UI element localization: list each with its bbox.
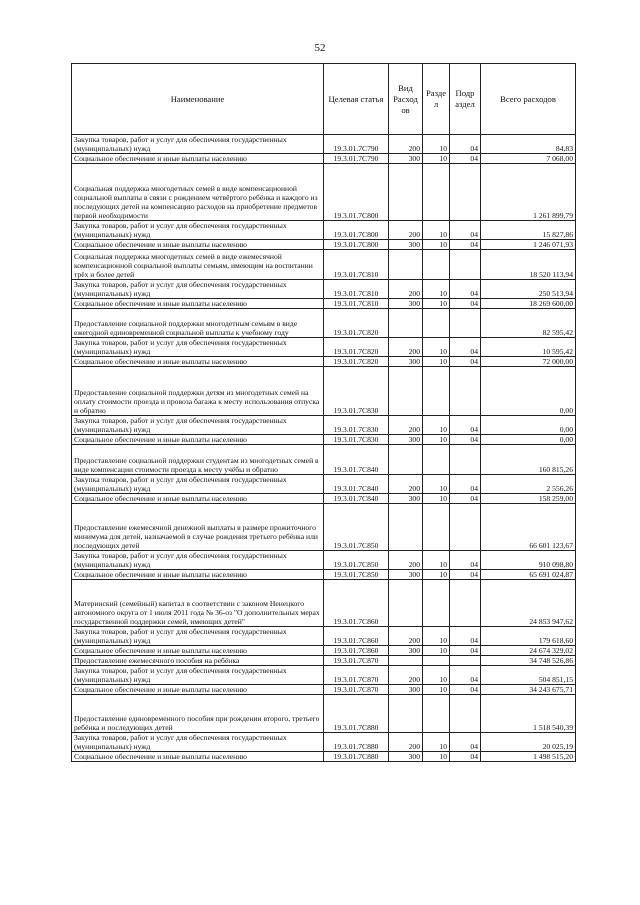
row-subsection: 04 [450, 685, 481, 695]
row-expense-type [389, 504, 423, 551]
row-section: 10 [423, 494, 450, 504]
table-row [72, 154, 576, 164]
row-total: 66 601 123,67 [481, 504, 576, 551]
row-expense-type: 300 [389, 570, 423, 580]
row-total: 24 674 329,02 [481, 646, 576, 656]
row-total: 34 243 675,71 [481, 685, 576, 695]
row-name: Социальное обеспечение и иные выплаты населению [72, 240, 324, 250]
row-name: Социальное обеспечение и иные выплаты населению [72, 570, 324, 580]
row-section: 10 [423, 733, 450, 752]
table-row [72, 627, 576, 646]
row-subsection [450, 695, 481, 733]
row-subsection: 04 [450, 135, 481, 154]
row-target-article: 19.3.01.7С810 [324, 280, 389, 299]
row-expense-type: 300 [389, 299, 423, 309]
row-name: Закупка товаров, работ и услуг для обеспечения государственных (муниципальных) нужд [72, 551, 324, 570]
row-target-article: 19.3.01.7С880 [324, 752, 389, 762]
row-target-article: 19.3.01.7С800 [324, 221, 389, 240]
table-row [72, 240, 576, 250]
row-name: Закупка товаров, работ и услуг для обеспечения государственных (муниципальных) нужд [72, 733, 324, 752]
row-name: Предоставление социальной поддержки студентам из многодетных семей в виде компенсации стоимости проезда к месту учёбы и обратно [72, 445, 324, 475]
table-row [72, 164, 576, 221]
row-name: Закупка товаров, работ и услуг для обеспечения государственных (муниципальных) нужд [72, 221, 324, 240]
row-total: 1 261 899,79 [481, 164, 576, 221]
table-row [72, 309, 576, 338]
row-expense-type: 300 [389, 435, 423, 445]
row-name: Закупка товаров, работ и услуг для обеспечения государственных (муниципальных) нужд [72, 416, 324, 435]
row-name: Социальное обеспечение и иные выплаты населению [72, 435, 324, 445]
row-section: 10 [423, 338, 450, 357]
row-section [423, 164, 450, 221]
row-subsection: 04 [450, 752, 481, 762]
table-row [72, 445, 576, 475]
row-target-article: 19.3.01.7С850 [324, 570, 389, 580]
row-target-article: 19.3.01.7С840 [324, 475, 389, 494]
table-row [72, 646, 576, 656]
row-subsection [450, 656, 481, 666]
row-expense-type [389, 445, 423, 475]
row-expense-type [389, 656, 423, 666]
row-target-article: 19.3.01.7С860 [324, 580, 389, 627]
row-section [423, 656, 450, 666]
row-section: 10 [423, 627, 450, 646]
row-name: Предоставление единовременного пособия при рождении второго, третьего ребёнка и последующих детей [72, 695, 324, 733]
row-name: Социальное обеспечение и иные выплаты населению [72, 357, 324, 367]
row-subsection: 04 [450, 357, 481, 367]
table-row [72, 135, 576, 154]
row-name: Предоставление социальной поддержки многодетным семьям в виде ежегодной единовременной социальной выплаты к учебному году [72, 309, 324, 338]
row-expense-type: 300 [389, 240, 423, 250]
row-subsection [450, 309, 481, 338]
row-expense-type: 200 [389, 221, 423, 240]
row-total: 15 827,86 [481, 221, 576, 240]
row-expense-type [389, 164, 423, 221]
table-row [72, 504, 576, 551]
row-target-article: 19.3.01.7С850 [324, 504, 389, 551]
table-row [72, 570, 576, 580]
row-total: 18 520 113,94 [481, 250, 576, 280]
row-target-article: 19.3.01.7С800 [324, 240, 389, 250]
row-expense-type: 200 [389, 475, 423, 494]
row-subsection: 04 [450, 570, 481, 580]
row-target-article: 19.3.01.7С870 [324, 666, 389, 685]
row-expense-type: 200 [389, 627, 423, 646]
row-section: 10 [423, 685, 450, 695]
row-total: 20 025,19 [481, 733, 576, 752]
table-row [72, 685, 576, 695]
row-section: 10 [423, 666, 450, 685]
row-section: 10 [423, 135, 450, 154]
row-total: 158 259,00 [481, 494, 576, 504]
row-expense-type: 300 [389, 357, 423, 367]
row-expense-type: 200 [389, 733, 423, 752]
header-subsection: Подр аздел [450, 64, 481, 135]
row-expense-type: 300 [389, 154, 423, 164]
header-expense-type: Вид Расход ов [389, 64, 423, 135]
row-target-article: 19.3.01.7С800 [324, 164, 389, 221]
row-section [423, 250, 450, 280]
row-target-article: 19.3.01.7С860 [324, 646, 389, 656]
row-total: 179 618,60 [481, 627, 576, 646]
row-section: 10 [423, 154, 450, 164]
header-section: Разде л [423, 64, 450, 135]
row-section: 10 [423, 475, 450, 494]
row-total: 504 851,15 [481, 666, 576, 685]
row-section: 10 [423, 416, 450, 435]
row-section: 10 [423, 240, 450, 250]
page-number: 52 [314, 42, 326, 54]
row-target-article: 19.3.01.7С860 [324, 627, 389, 646]
row-target-article: 19.3.01.7С830 [324, 416, 389, 435]
row-subsection [450, 250, 481, 280]
table-row [72, 656, 576, 666]
row-target-article: 19.3.01.7С810 [324, 299, 389, 309]
row-name: Закупка товаров, работ и услуг для обеспечения государственных (муниципальных) нужд [72, 135, 324, 154]
table-row [72, 435, 576, 445]
row-name: Социальное обеспечение и иные выплаты населению [72, 752, 324, 762]
row-section [423, 504, 450, 551]
row-total: 1 518 540,39 [481, 695, 576, 733]
row-total: 910 098,80 [481, 551, 576, 570]
row-total: 72 000,00 [481, 357, 576, 367]
row-expense-type: 300 [389, 646, 423, 656]
row-expense-type: 200 [389, 551, 423, 570]
row-name: Закупка товаров, работ и услуг для обеспечения государственных (муниципальных) нужд [72, 627, 324, 646]
row-name: Предоставление ежемесячной денежной выплаты в размере прожиточного минимума для детей, назначаемой в случае рождения третьего ребёнка или последующих детей [72, 504, 324, 551]
row-total: 1 246 071,93 [481, 240, 576, 250]
row-name: Социальное обеспечение и иные выплаты населению [72, 494, 324, 504]
row-section [423, 580, 450, 627]
row-expense-type: 300 [389, 685, 423, 695]
row-expense-type: 200 [389, 416, 423, 435]
row-target-article: 19.3.01.7С820 [324, 338, 389, 357]
row-name: Социальная поддержка многодетных семей в виде компенсационной социальной выплаты в связи с рождением четвёртого ребёнка и каждого из последующих детей на компенсацию расходов на приобретение предметов первой необходимости [72, 164, 324, 221]
row-total: 34 748 526,86 [481, 656, 576, 666]
row-target-article: 19.3.01.7С840 [324, 494, 389, 504]
row-expense-type: 200 [389, 280, 423, 299]
row-subsection: 04 [450, 221, 481, 240]
table-row [72, 666, 576, 685]
table-row [72, 475, 576, 494]
row-section: 10 [423, 299, 450, 309]
table-row [72, 494, 576, 504]
budget-table [71, 63, 576, 762]
row-subsection: 04 [450, 666, 481, 685]
row-total: 0,00 [481, 435, 576, 445]
row-section [423, 445, 450, 475]
row-subsection: 04 [450, 299, 481, 309]
row-subsection: 04 [450, 280, 481, 299]
table-row [72, 250, 576, 280]
row-expense-type: 200 [389, 135, 423, 154]
row-name: Социальная поддержка многодетных семей в виде ежемесячной компенсационной социальной выплаты семьям, имеющим на воспитании трёх и более детей [72, 250, 324, 280]
row-total: 7 068,00 [481, 154, 576, 164]
row-section [423, 695, 450, 733]
row-section: 10 [423, 435, 450, 445]
row-target-article: 19.3.01.7С870 [324, 656, 389, 666]
header-name: Наименование [72, 64, 324, 135]
row-subsection: 04 [450, 435, 481, 445]
table-row [72, 580, 576, 627]
row-target-article: 19.3.01.7С820 [324, 309, 389, 338]
row-name: Материнский (семейный) капитал в соответствии с законом Ненецкого автономного округа от 1 июля 2011 года № 36-оз "О дополнительных мерах государственной поддержки семей, имеющих детей" [72, 580, 324, 627]
row-total: 250 513,94 [481, 280, 576, 299]
table-row [72, 416, 576, 435]
row-subsection [450, 504, 481, 551]
row-subsection: 04 [450, 627, 481, 646]
row-name: Социальное обеспечение и иные выплаты населению [72, 685, 324, 695]
row-name: Предоставление социальной поддержки детям из многодетных семей на оплату стоимости проезда и провоза багажа к месту использования отпуска и обратно [72, 367, 324, 416]
row-total: 65 691 024,87 [481, 570, 576, 580]
row-target-article: 19.3.01.7С880 [324, 733, 389, 752]
row-name: Закупка товаров, работ и услуг для обеспечения государственных (муниципальных) нужд [72, 280, 324, 299]
row-name: Закупка товаров, работ и услуг для обеспечения государственных (муниципальных) нужд [72, 666, 324, 685]
row-subsection: 04 [450, 338, 481, 357]
row-target-article: 19.3.01.7С830 [324, 435, 389, 445]
row-target-article: 19.3.01.7С820 [324, 357, 389, 367]
row-expense-type [389, 695, 423, 733]
row-section: 10 [423, 357, 450, 367]
row-target-article: 19.3.01.7С850 [324, 551, 389, 570]
table-row [72, 280, 576, 299]
row-name: Социальное обеспечение и иные выплаты населению [72, 299, 324, 309]
row-subsection: 04 [450, 646, 481, 656]
row-target-article: 19.3.01.7С810 [324, 250, 389, 280]
row-section: 10 [423, 280, 450, 299]
row-name: Закупка товаров, работ и услуг для обеспечения государственных (муниципальных) нужд [72, 475, 324, 494]
row-subsection [450, 367, 481, 416]
row-section: 10 [423, 551, 450, 570]
row-total: 1 498 515,20 [481, 752, 576, 762]
row-target-article: 19.3.01.7С790 [324, 154, 389, 164]
row-expense-type: 300 [389, 752, 423, 762]
row-target-article: 19.3.01.7С840 [324, 445, 389, 475]
row-total: 84,83 [481, 135, 576, 154]
header-total: Всего расходов [481, 64, 576, 135]
row-expense-type: 300 [389, 494, 423, 504]
row-expense-type [389, 580, 423, 627]
row-total: 160 815,26 [481, 445, 576, 475]
row-expense-type [389, 367, 423, 416]
row-expense-type [389, 309, 423, 338]
row-subsection: 04 [450, 240, 481, 250]
row-subsection: 04 [450, 416, 481, 435]
table-row [72, 367, 576, 416]
row-subsection: 04 [450, 733, 481, 752]
row-subsection: 04 [450, 551, 481, 570]
row-total: 0,00 [481, 367, 576, 416]
row-section: 10 [423, 221, 450, 240]
row-subsection: 04 [450, 475, 481, 494]
table-row [72, 338, 576, 357]
table-header-row [72, 64, 576, 135]
row-name: Предоставление ежемесячного пособия на ребёнка [72, 656, 324, 666]
table-row [72, 299, 576, 309]
table-row [72, 357, 576, 367]
header-target-article: Целевая статья [324, 64, 389, 135]
row-total: 2 556,26 [481, 475, 576, 494]
table-row [72, 695, 576, 733]
table-row [72, 733, 576, 752]
row-section: 10 [423, 752, 450, 762]
row-section [423, 367, 450, 416]
row-expense-type: 200 [389, 666, 423, 685]
row-total: 10 595,42 [481, 338, 576, 357]
row-total: 24 853 947,62 [481, 580, 576, 627]
table-row [72, 752, 576, 762]
row-total: 0,00 [481, 416, 576, 435]
table-row [72, 551, 576, 570]
row-target-article: 19.3.01.7С790 [324, 135, 389, 154]
row-subsection [450, 164, 481, 221]
row-section [423, 309, 450, 338]
row-section: 10 [423, 646, 450, 656]
row-total: 18 269 600,00 [481, 299, 576, 309]
row-expense-type: 200 [389, 338, 423, 357]
row-target-article: 19.3.01.7С830 [324, 367, 389, 416]
row-subsection [450, 445, 481, 475]
row-name: Социальное обеспечение и иные выплаты населению [72, 646, 324, 656]
row-subsection: 04 [450, 154, 481, 164]
row-subsection [450, 580, 481, 627]
table-row [72, 221, 576, 240]
row-name: Социальное обеспечение и иные выплаты населению [72, 154, 324, 164]
row-target-article: 19.3.01.7С880 [324, 695, 389, 733]
row-name: Закупка товаров, работ и услуг для обеспечения государственных (муниципальных) нужд [72, 338, 324, 357]
row-subsection: 04 [450, 494, 481, 504]
row-target-article: 19.3.01.7С870 [324, 685, 389, 695]
row-section: 10 [423, 570, 450, 580]
row-expense-type [389, 250, 423, 280]
row-total: 82 595,42 [481, 309, 576, 338]
